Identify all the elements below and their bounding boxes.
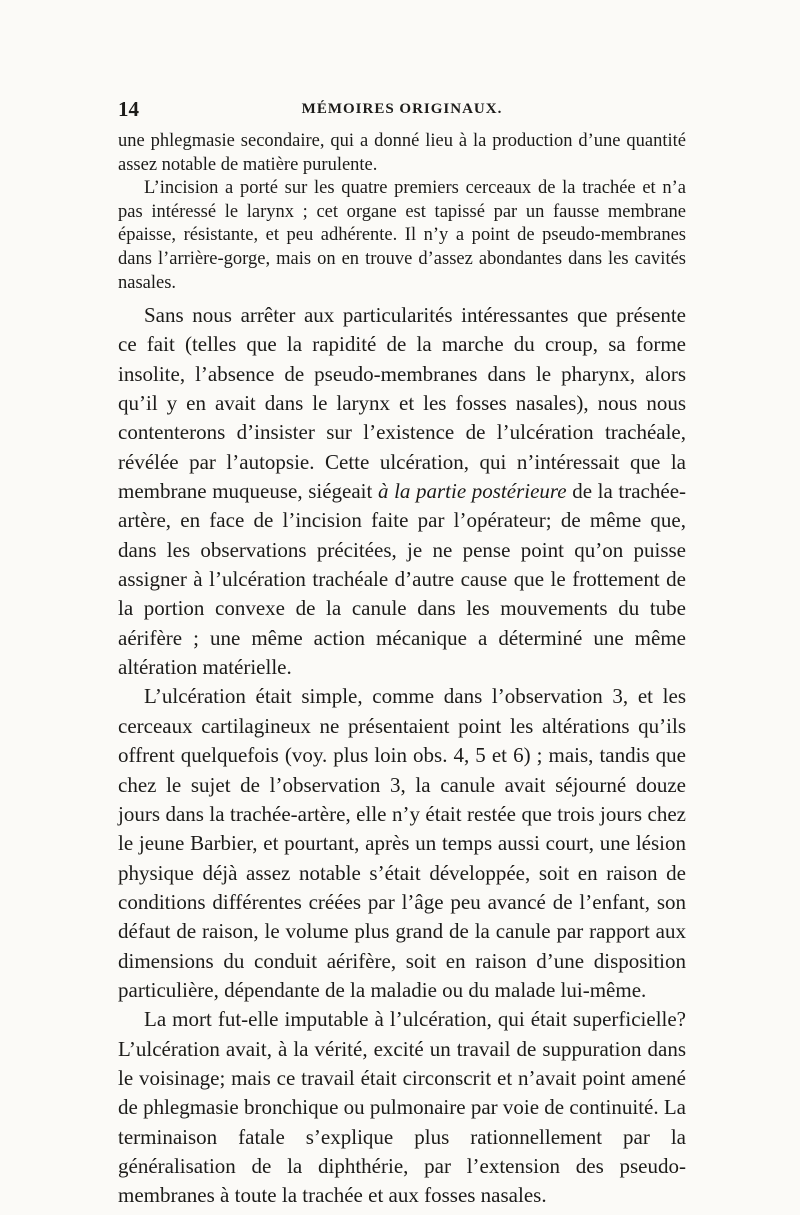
page-number: 14 (118, 97, 139, 121)
paragraph-continued: une phlegmasie secondaire, qui a donné lieu à la production d’une quantité assez notable de matière purulente. (118, 131, 686, 175)
paragraph-mort: La mort fut-elle imputable à l’ulcération, qui était superficielle? L’ulcération avait, à la vérité, excité un travail de suppuration dans le voisinage; mais ce travail était circonscrit et n’avait point amené de phlegmasie bronchique ou pulmonaire par voie de continuité. La terminaison fatale s’explique plus rationnellement par la généralisation de la diphthérie, par l’extension des pseudo-membranes à toute la trachée et aux fosses nasales. (118, 1007, 686, 1208)
paragraph-ulceration-simple: L’ulcération était simple, comme dans l’observation 3, et les cerceaux cartilagineux ne présentaient point les altérations qu’ils offrent quelquefois (voy. plus loin obs. 4, 5 et 6) ; mais, tandis que chez le sujet de l’observation 3, la canule avait séjourné douze jours dans la trachée-artère, elle n’y était restée que trois jours chez le jeune Barbier, et pourtant, après un temps aussi court, une lésion physique déjà assez notable s’était développée, soit en raison de conditions différentes créées par l’âge peu avancé de l’enfant, son défaut de raison, le volume plus grand de la canule par rapport aux dimensions du conduit aérifère, soit en raison d’une disposition particulière, dépendante de la maladie ou du malade lui-même. (118, 684, 686, 1002)
page-header (118, 97, 686, 121)
running-head: MÉMOIRES ORIGINAUX. (301, 101, 503, 117)
paragraph-incision: L’incision a porté sur les quatre premiers cerceaux de la trachée et n’a pas intéressé le larynx ; cet organe est tapissé par un fausse membrane épaisse, résistante, et peu adhérente. Il n’y a point de pseudo-membranes dans l’arrière-gorge, mais on en trouve d’assez abondantes dans les cavités nasales. (118, 178, 686, 293)
small-print-block (118, 130, 686, 295)
text-after-italic: de la trachée-artère, en face de l’incision faite par l’opérateur; de même que, dans les observations précitées, je ne pense point qu’on puisse assigner à l’ulcération trachéale d’autre cause que le frottement de la portion convexe de la canule dans les mouvements du tube aérifère ; une même action mécanique a déterminé une même altération matérielle. (118, 479, 687, 680)
main-text-block (118, 301, 686, 1211)
paragraph-ulceration-trachéale (118, 301, 686, 682)
italic-emphasis: à la partie postérieure (377, 479, 567, 504)
text-before-italic: Sans nous arrêter aux particularités intéressantes que présente ce fait (telles que la rapidité de la marche du croup, sa forme insolite, l’absence de pseudo-membranes dans le pharynx, alors qu’il y en avait dans le larynx et les fosses nasales), nous nous contenterons d’insister sur l’existence de l’ulcération trachéale, révélée par l’autopsie. Cette ulcération, qui n’intéressait que la membrane muqueuse, siégeait (118, 303, 686, 504)
